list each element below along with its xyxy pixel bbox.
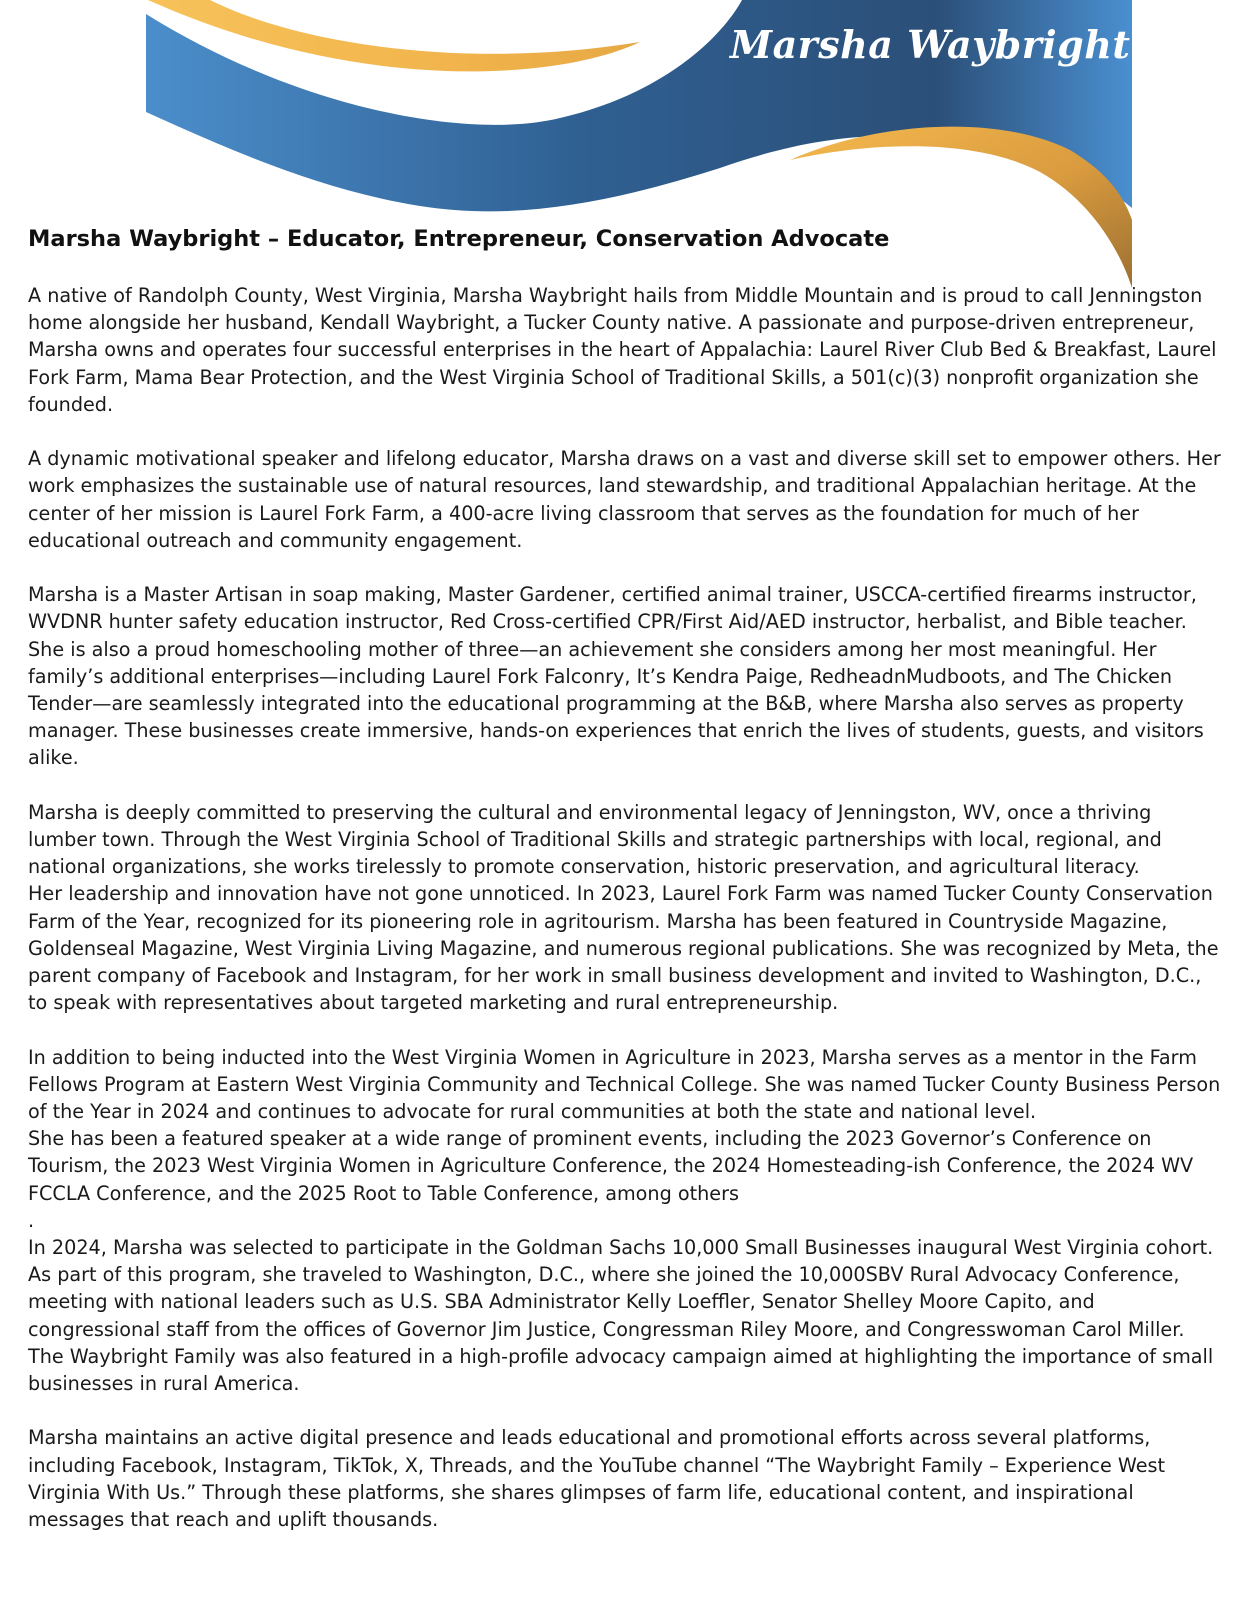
paragraph-stray-period: . [28,1208,35,1232]
paragraph-intro: A native of Randolph County, West Virginia, Marsha Waybright hails from Middle Mountain and is proud to call Jenningston home alongside her husband, Kendall Waybright, a Tucker County native. A passionate and purpose-driven entrepreneur, Marsha owns and operates four successful enterprises in the heart of Appalachia: Laurel River Club Bed & Breakfast, Laurel Fork Farm, Mama Bear Protection, and the West Virginia School of Traditional Skills, a 501(c)(3) nonprofit organization she founded. [28,284,1217,416]
paragraph-credentials: Marsha is a Master Artisan in soap making, Master Gardener, certified animal trainer, USCCA-certified firearms instructor, WVDNR hunter safety education instructor, Red Cross-certified CPR/First Aid/AED instructor, herbalist, and Bible teacher. She is also a proud homeschooling mother of three—an achievement she considers among her most meaningful. Her family’s additional enterprises—including Laurel Fork Falconry, It’s Kendra Paige, RedheadnMudboots, and The Chicken Tender—are seamlessly integrated into the educational programming at the B&B, where Marsha also serves as property manager. These businesses create immersive, hands-on experiences that enrich the lives of students, guests, and visitors alike. [28,583,1204,770]
paragraph-goldman-sachs: In 2024, Marsha was selected to participate in the Goldman Sachs 10,000 Small Businesses inaugural West Virginia cohort. As part of this program, she traveled to Washington, D.C., where she joined the 10,000SBV Rural Advocacy Conference, meeting with national leaders such as U.S. SBA Administrator Kelly Loeffler, Senator Shelley Moore Capito, and congressional staff from the offices of Governor Jim Justice, Congressman Riley Moore, and Congresswoman Carol Miller. The Waybright Family was also featured in a high-profile advocacy campaign aimed at highlighting the importance of small businesses in rural America. [28,1236,1214,1396]
paragraph-speaker: A dynamic motivational speaker and lifelong educator, Marsha draws on a vast and diverse skill set to empower others. Her work emphasizes the sustainable use of natural resources, land stewardship, and traditional Appalachian heritage. At the center of her mission is Laurel Fork Farm, a 400-acre living classroom that serves as the foundation for much of her educational outreach and community engagement. [28,447,1221,552]
paragraph-mentor: In addition to being inducted into the West Virginia Women in Agriculture in 2023, Marsha serves as a mentor in the Farm Fellows Program at Eastern West Virginia Community and Technical College. She was named Tucker County Business Person of the Year in 2024 and continues to advocate for rural communities at both the state and national level. [28,1045,1221,1124]
paragraph-speaking-events: She has been a featured speaker at a wide range of prominent events, including the 2023 Governor’s Conference on Tourism, the 2023 West Virginia Women in Agriculture Conference, the 2024 Homesteading-ish Conference, the 2024 WV FCCLA Conference, and the 2025 Root to Table Conference, among others [28,1127,1194,1205]
paragraph-legacy: Marsha is deeply committed to preserving the cultural and environmental legacy of Jenningston, WV, once a thriving lumber town. Through the West Virginia School of Traditional Skills and strategic partnerships with local, regional, and national organizations, she works tirelessly to promote conservation, historic preservation, and agricultural literacy. [28,800,1162,879]
banner-name-script: Marsha Waybright [730,22,1131,67]
page-title: Marsha Waybright – Educator, Entrepreneur, Conservation Advocate [28,226,890,252]
paragraph-recognition: Her leadership and innovation have not gone unnoticed. In 2023, Laurel Fork Farm was named Tucker County Conservation Farm of the Year, recognized for its pioneering role in agritourism. Marsha has been featured in Countryside Magazine, Goldenseal Magazine, West Virginia Living Magazine, and numerous regional publications. She was recognized by Meta, the parent company of Facebook and Instagram, for her work in small business development and invited to Washington, D.C., to speak with representatives about targeted marketing and rural entrepreneurship. [28,882,1219,1015]
paragraph-digital-presence: Marsha maintains an active digital presence and leads educational and promotional efforts across several platforms, including Facebook, Instagram, TikTok, X, Threads, and the YouTube channel “The Waybright Family – Experience West Virginia With Us.” Through these platforms, she shares glimpses of farm life, educational content, and inspirational messages that reach and uplift thousands. [28,1426,1166,1532]
document-body [28,282,1223,1560]
